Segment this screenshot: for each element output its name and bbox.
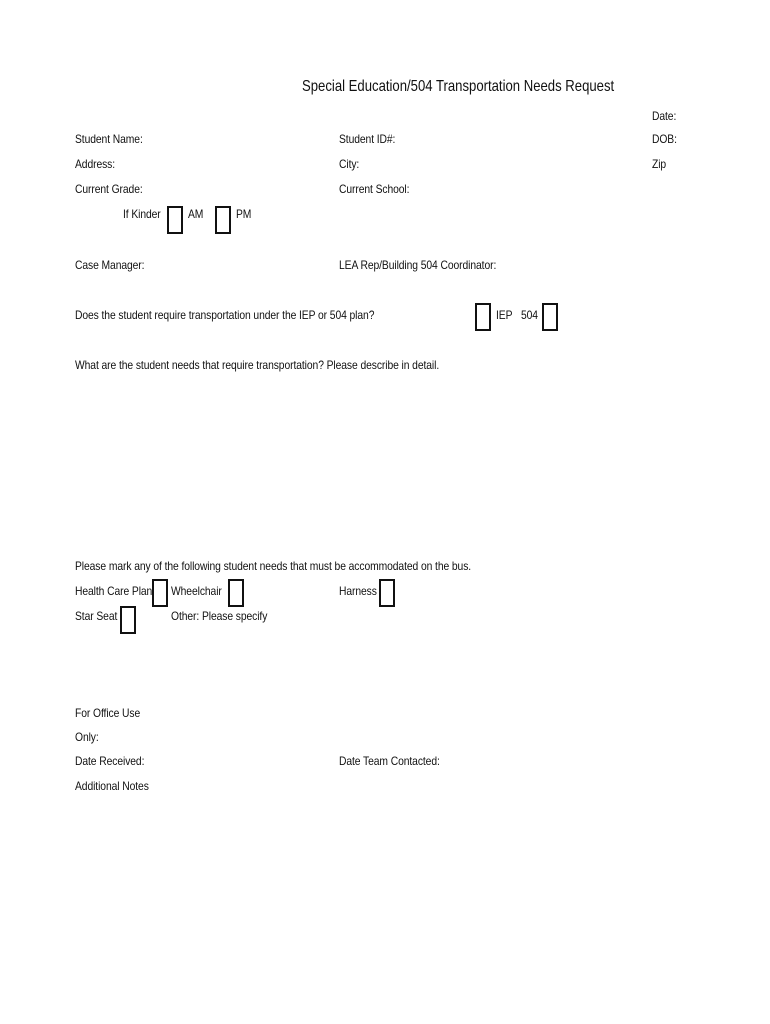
current-school-label: Current School: [339, 182, 410, 196]
health-care-plan-checkbox[interactable] [152, 579, 168, 607]
plan-504-label: 504 [521, 308, 538, 322]
health-care-plan-label: Health Care Plan [75, 584, 153, 598]
city-label: City: [339, 157, 360, 171]
iep-label: IEP [496, 308, 513, 322]
date-received-label: Date Received: [75, 754, 145, 768]
harness-label: Harness [339, 584, 377, 598]
if-kinder-label: If Kinder [123, 207, 161, 221]
student-id-label: Student ID#: [339, 132, 396, 146]
accommodations-prompt: Please mark any of the following student needs that must be accommodated on the bus. [75, 559, 472, 573]
office-use-label-line2: Only: [75, 730, 99, 744]
wheelchair-checkbox[interactable] [228, 579, 244, 607]
address-label: Address: [75, 157, 116, 171]
pm-checkbox[interactable] [215, 206, 231, 234]
needs-question: What are the student needs that require transportation? Please describe in detail. [75, 358, 440, 372]
date-label: Date: [652, 109, 677, 123]
pm-label: PM [236, 207, 252, 221]
zip-label: Zip [652, 157, 667, 171]
harness-checkbox[interactable] [379, 579, 395, 607]
am-label: AM [188, 207, 204, 221]
wheelchair-label: Wheelchair [171, 584, 222, 598]
lea-rep-label: LEA Rep/Building 504 Coordinator: [339, 258, 497, 272]
star-seat-checkbox[interactable] [120, 606, 136, 634]
office-use-label-line1: For Office Use [75, 706, 141, 720]
am-checkbox[interactable] [167, 206, 183, 234]
plan-504-checkbox[interactable] [542, 303, 558, 331]
transport-question: Does the student require transportation under the IEP or 504 plan? [75, 308, 375, 322]
case-manager-label: Case Manager: [75, 258, 145, 272]
date-team-contacted-label: Date Team Contacted: [339, 754, 440, 768]
dob-label: DOB: [652, 132, 677, 146]
student-name-label: Student Name: [75, 132, 143, 146]
form-title: Special Education/504 Transportation Needs Request [302, 78, 615, 95]
other-label: Other: Please specify [171, 609, 268, 623]
iep-checkbox[interactable] [475, 303, 491, 331]
additional-notes-label: Additional Notes [75, 779, 149, 793]
star-seat-label: Star Seat [75, 609, 118, 623]
current-grade-label: Current Grade: [75, 182, 143, 196]
